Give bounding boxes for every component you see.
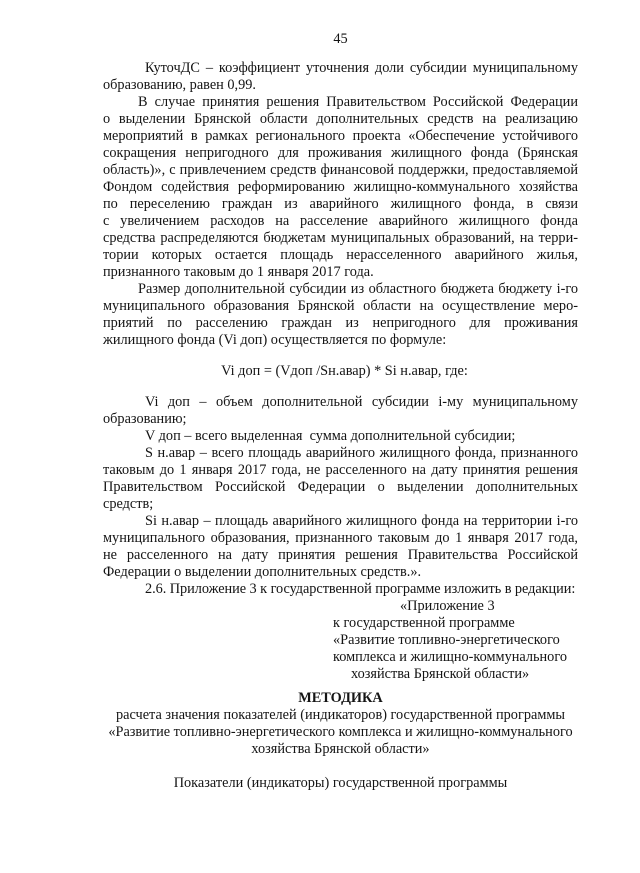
definition-line: таковым до 1 января 2017 года, не расселенного на дату принятия решения xyxy=(103,461,578,478)
subsidy-size-paragraph-line: муниципального образования Брянской области на осуществление меро- xyxy=(103,298,578,315)
coefficient-paragraph-line: образованию, равен 0,99. xyxy=(103,76,256,93)
definition-line: Правительством Российской Федерации о выделении дополнительных xyxy=(103,478,578,495)
definition-line: Si н.авар – площадь аварийного жилищного фонда на территории i-го xyxy=(145,512,578,529)
amendment-item: 2.6. Приложение 3 к государственной программе изложить в редакции: xyxy=(145,581,576,598)
definition-line: средств; xyxy=(103,495,154,512)
subsidy-size-paragraph-line: Размер дополнительной субсидии из областного бюджета бюджету i-го xyxy=(138,281,578,298)
additional-funds-paragraph-line: по переселению граждан из аварийного жилищного фонда, в связи xyxy=(103,195,578,212)
appendix-heading-line: «Развитие топливно-энергетического xyxy=(333,632,560,649)
additional-funds-paragraph-line: тории которых остается площадь нерасселенного аварийного жилья, xyxy=(103,247,578,264)
methodology-title: МЕТОДИКА xyxy=(298,689,383,706)
additional-funds-paragraph-line: с увеличением расходов на расселение аварийного жилищного фонда xyxy=(103,212,578,229)
methodology-subtitle-line: хозяйства Брянской области» xyxy=(251,740,430,757)
definition-line: не расселенного на дату принятия решения Правительства Российской xyxy=(103,546,578,563)
additional-funds-paragraph-line: В случае принятия решения Правительством Российской Федерации xyxy=(138,93,578,110)
body-text xyxy=(103,60,578,350)
additional-funds-paragraph-line: о выделении Брянской области дополнительных средств на реализацию xyxy=(103,110,578,127)
page-number-area xyxy=(103,31,578,48)
additional-funds-paragraph-line: мероприятий в рамках регионального проекта «Обеспечение устойчивого xyxy=(103,127,578,144)
definitions xyxy=(103,394,578,684)
appendix-heading-line: комплекса и жилищно-коммунального xyxy=(333,649,567,666)
indicators-heading: Показатели (индикаторы) государственной программы xyxy=(173,774,508,791)
page-number: 45 xyxy=(333,31,348,47)
definition-line: Федерации о выделении дополнительных средств.». xyxy=(103,563,422,580)
additional-funds-paragraph-line: сокращения непригодного для проживания жилищного фонда (Брянская xyxy=(103,144,578,161)
appendix-heading-line: «Приложение 3 xyxy=(400,598,495,615)
subsidy-size-paragraph-line: приятий по расселению граждан из непригодного для проживания xyxy=(103,315,578,332)
additional-funds-paragraph-line: средства распределяются бюджетам муниципальных образований, на терри- xyxy=(103,229,578,246)
additional-funds-paragraph-line: признанного таковым до 1 января 2017 года. xyxy=(103,264,374,281)
definition-line: Vi доп – объем дополнительной субсидии i-му муниципальному xyxy=(145,393,578,410)
additional-funds-paragraph-line: Фондом содействия реформированию жилищно-коммунального хозяйства xyxy=(103,178,578,195)
appendix-heading-line: хозяйства Брянской области» xyxy=(351,666,530,683)
definition-line: муниципального образования, признанного таковым до 1 января 2017 года, xyxy=(103,529,578,546)
additional-funds-paragraph-line: область)», с привлечением средств финансовой поддержки, предоставляемой xyxy=(103,161,578,178)
methodology-heading xyxy=(103,690,578,758)
definition-line: образованию; xyxy=(103,410,187,427)
definition-line: S н.авар – всего площадь аварийного жилищного фонда, признанного xyxy=(145,444,578,461)
methodology-subtitle-line: «Развитие топливно-энергетического комплекса и жилищно-коммунального xyxy=(108,723,573,740)
appendix-heading-line: к государственной программе xyxy=(333,615,515,632)
methodology-subtitle-line: расчета значения показателей (индикаторов) государственной программы xyxy=(115,706,566,723)
coefficient-paragraph-line: КуточДС – коэффициент уточнения доли субсидии муниципальному xyxy=(145,59,578,76)
indicators-section xyxy=(103,775,578,792)
formula-area xyxy=(103,363,578,380)
subsidy-size-paragraph-line: жилищного фонда (Vi доп) осуществляется по формуле: xyxy=(103,332,447,349)
formula: Vi доп = (Vдоп /Sн.авар) * Si н.авар, где: xyxy=(221,363,468,379)
definition-line: V доп – всего выделенная сумма дополнительной субсидии; xyxy=(145,427,516,444)
